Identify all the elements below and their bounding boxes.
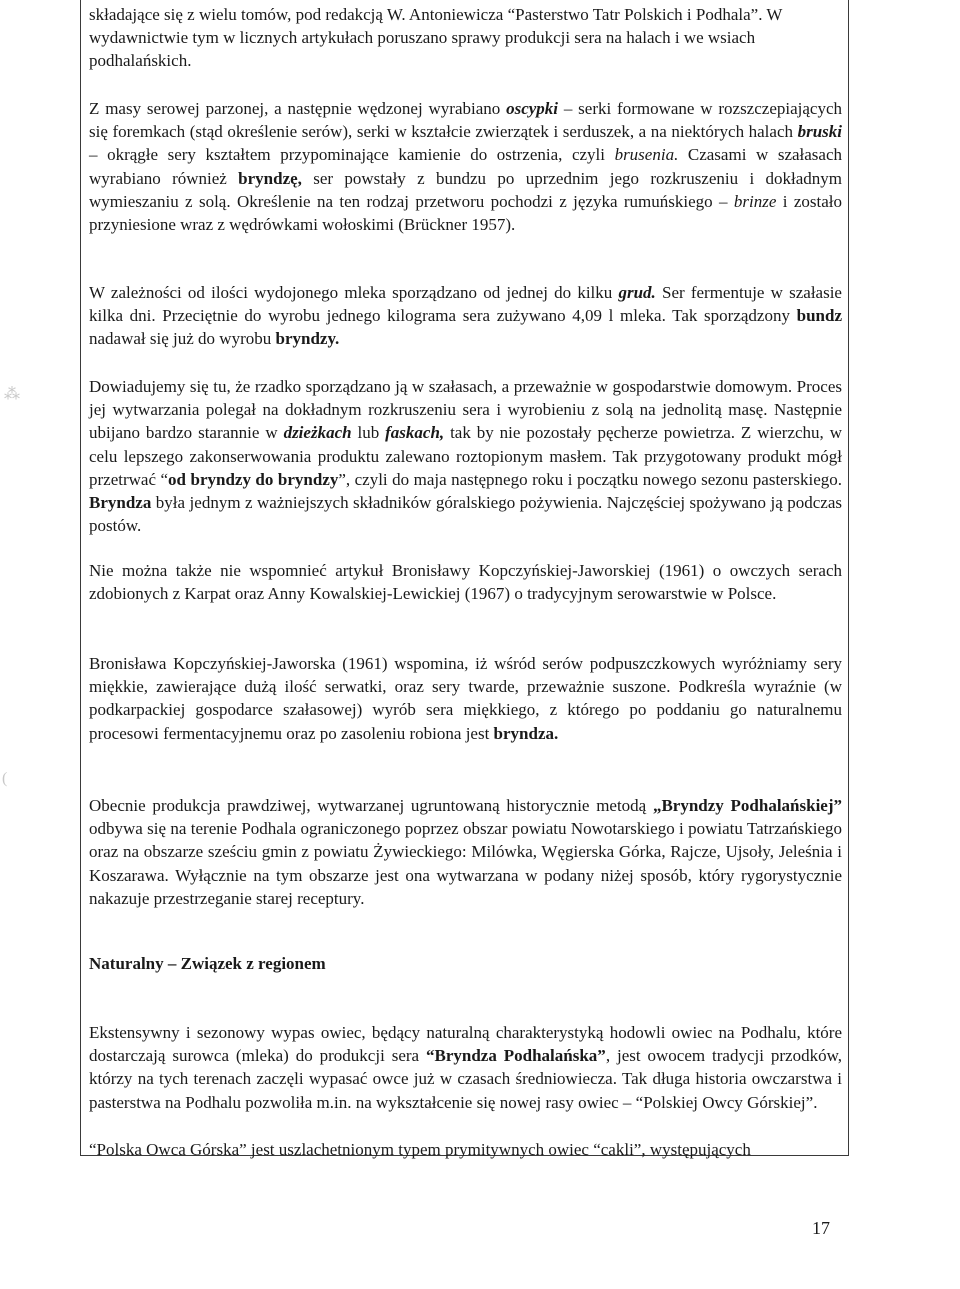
paragraph-grud: W zależności od ilości wydojonego mleka sporządzano od jednej do kilku grud. Ser fermentuje w szałasie kilka dni. Przeciętnie do wyrobu jednego kilograma sera zużywano 4,09 l mleka. Tak sporządzony bundz nadawał się już do wyrobu bryndzy. — [89, 283, 842, 349]
paragraph-production: Dowiadujemy się tu, że rzadko sporządzano ją w szałasach, a przeważnie w gospodarstwie domowym. Proces jej wytwarzania polegał na dokładnym rozkruszeniu sera i wyrobieniu z solą na jednolitą masę. Następnie ubijano bardzo starannie w dzieżkach lub faskach, tak by nie pozostały pęcherze powietrza. Z wierzchu, w celu lepszego zakonserwowania produktu zalewano roztopionym masłem. Tak przygotowany produkt mógł przetrwać “od bryndzy do bryndzy”, czyli do maja następnego roku i początku nowego sezonu pasterskiego. Bryndza była jednym z ważniejszych składników góralskiego pożywienia. Najczęściej spożywano ją podczas postów. — [89, 377, 843, 536]
paragraph-rennet-cheeses: Bronisława Kopczyńskiej-Jaworska (1961) wspomina, iż wśród serów podpuszczkowych wyróżniamy sery miękkie, zawierające dużą ilość serwatki, oraz sery twarde, przeważnie suszone. Podkreśla wyraźnie (w podkarpackiej gospodarce szałasowej) wyrób sera miękkiego, z którego po poddaniu go naturalnemu procesowi fermentacyjnemu oraz po zasoleniu robiona jest bryndza. — [89, 654, 842, 743]
section-heading: Naturalny – Związek z regionem — [89, 954, 326, 973]
scan-edge-mark: ( — [2, 770, 8, 787]
paragraph-publication: składające się z wielu tomów, pod redakcją W. Antoniewicza “Pasterstwo Tatr Polskich i Podhala”. W wydawnictwie tym w licznych artykułach poruszano sprawy produkcji sera na halach i we wsiach podhalańskich. — [89, 5, 783, 71]
paragraph-region: Obecnie produkcja prawdziwej, wytwarzanej ugruntowaną historycznie metodą „Bryndzy Podhalańskiej” odbywa się na terenie Podhala ograniczonego poprzez obszar powiatu Nowotarskiego i powiatu Tatrzańskiego oraz na obszarze sześciu gmin z powiatu Żywieckiego: Milówka, Węgierska Górka, Rajcze, Ujsoły, Jeleśnia i Koszarawa. Wyłącznie na tym obszarze jest ona wytwarzana w podany niżej sposób, który rygorystycznie nakazuje przestrzeganie starej receptury. — [89, 796, 843, 908]
page-number: 17 — [812, 1218, 830, 1238]
paragraph-cheese-types: Z masy serowej parzonej, a następnie wędzonej wyrabiano oscypki – serki formowane w rozszczepiających się foremkach (stąd określenie serów), serki w kształcie zwierzątek i serduszek, a na niektórych halach bruski – okrągłe sery kształtem przypominające kamienie do ostrzenia, czyli brusenia. Czasami w szałasach wyrabiano również bryndzę, ser powstały z bundzu po uprzednim jego rozkruszeniu i dokładnym wymieszaniu z solą. Określenie na ten rodzaj przetworu pochodzi z języka rumuńskiego – brinze i zostało przyniesione wraz z wędrówkami wołoskimi (Brückner 1957). — [89, 99, 843, 235]
paragraph-grazing: Ekstensywny i sezonowy wypas owiec, będący naturalną charakterystyką hodowli owiec na Podhalu, które dostarczają surowca (mleka) do produkcji sera “Bryndza Podhalańska”, jest owocem tradycji przodków, którzy na tych terenach zaczęli wypasać owce już w czasach średniowiecza. Tak długa historia owczarstwa i pasterstwa na Podhalu pozwoliła m.in. na wykształcenie się nowej rasy owiec – “Polskiej Owcy Górskiej”. — [89, 1023, 842, 1112]
scan-smudge-mark: ⁂ — [4, 386, 20, 403]
paragraph-literature: Nie można także nie wspomnieć artykuł Bronisławy Kopczyńskiej-Jaworskiej (1961) o owczych serach zdobionych z Karpat oraz Anny Kowalskiej-Lewickiej (1967) o tradycyjnym serowarstwie w Polsce. — [89, 561, 842, 604]
paragraph-sheep-breed: “Polska Owca Górska” jest uszlachetnionym typem prymitywnych owiec “cakli”, występujących — [89, 1140, 751, 1159]
